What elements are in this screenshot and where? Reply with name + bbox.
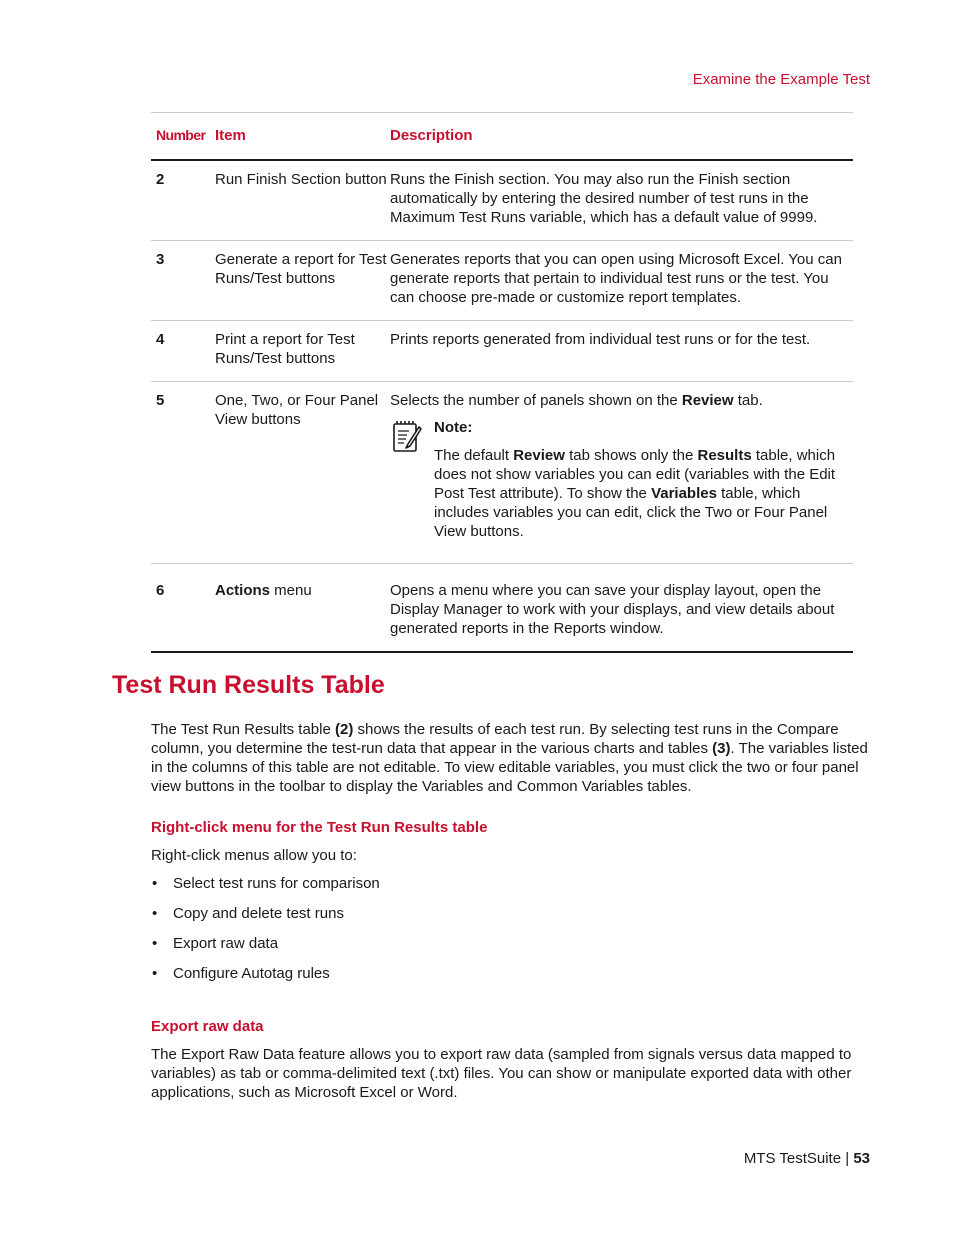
running-header: Examine the Example Test bbox=[692, 71, 870, 88]
row-number: 6 bbox=[156, 582, 165, 599]
row-item: Actions menu bbox=[215, 582, 312, 599]
subsection-title-right-click-menu: Right-click menu for the Test Run Results table bbox=[151, 819, 488, 836]
table-row bbox=[151, 382, 853, 564]
table-row bbox=[151, 241, 853, 321]
note-title: Note: bbox=[434, 419, 473, 436]
subsection-title-export-raw-data: Export raw data bbox=[151, 1018, 264, 1035]
footer-product: MTS TestSuite bbox=[743, 1150, 842, 1167]
section-title: Test Run Results Table bbox=[112, 671, 385, 699]
row-description: Opens a menu where you can save your display layout, open the Display Manager to work with your displays, and view details about generated reports in the Reports window. bbox=[390, 582, 835, 637]
row-number: 2 bbox=[156, 171, 165, 188]
bullet-list bbox=[151, 874, 380, 994]
export-raw-data-paragraph: The Export Raw Data feature allows you to export raw data (sampled from signals versus data mapped to variables) as tab or comma-delimited text (.txt) files. You can show or manipulate exported data with other applications, such as Microsoft Excel or Word. bbox=[151, 1046, 852, 1101]
bold-term-review: Review bbox=[681, 392, 734, 409]
column-header-number: Number bbox=[156, 127, 206, 143]
page-number: 53 bbox=[853, 1150, 870, 1167]
row-description: Generates reports that you can open using Microsoft Excel. You can generate reports that pertain to individual test runs or the test. You can choose pre-made or customize report templates. bbox=[390, 251, 842, 306]
note-pad-pencil-icon bbox=[390, 418, 434, 541]
subsection-lead: Right-click menus allow you to: bbox=[151, 847, 357, 864]
table-row bbox=[151, 564, 853, 653]
row-item: Generate a report for Test Runs/Test buttons bbox=[215, 251, 387, 287]
list-item: • Configure Autotag rules bbox=[151, 964, 380, 994]
item-description-table bbox=[151, 112, 853, 653]
note-callout bbox=[390, 418, 853, 541]
list-item: • Export raw data bbox=[151, 934, 380, 964]
page-footer bbox=[744, 1149, 870, 1168]
note-text: The default Review tab shows only the Results table, which does not show variables you can edit (variables with the Edit Post Test attribute). To show the Variables table, which includes variables you can edit, click the Two or Four Panel View buttons. bbox=[434, 447, 836, 540]
list-item: • Copy and delete test runs bbox=[151, 904, 380, 934]
list-item: • Select test runs for comparison bbox=[151, 874, 380, 904]
row-description: Prints reports generated from individual test runs or for the test. bbox=[390, 331, 811, 348]
footer-separator: | bbox=[841, 1150, 854, 1167]
row-description: Runs the Finish section. You may also run the Finish section automatically by entering the desired number of test runs in the Maximum Test Runs variable, which has a default value of 9999. bbox=[390, 171, 818, 226]
row-item: One, Two, or Four Panel View buttons bbox=[215, 392, 379, 428]
row-number: 5 bbox=[156, 392, 165, 409]
row-number: 3 bbox=[156, 251, 165, 268]
column-header-description: Description bbox=[390, 127, 473, 144]
section-intro-paragraph: The Test Run Results table (2) shows the results of each test run. By selecting test runs in the Compare column, you determine the test-run data that appear in the various charts and tables (3). The variables listed in the columns of this table are not editable. To view editable variables, you must click the two or four panel view buttons in the toolbar to display the Variables and Common Variables tables. bbox=[151, 721, 868, 795]
table-row bbox=[151, 321, 853, 382]
note-body bbox=[434, 418, 853, 541]
row-item: Run Finish Section button bbox=[215, 171, 387, 188]
row-description: Selects the number of panels shown on the Review tab. Note: The default Review tab shows only the Results table, which does not show variables you can edit (variables with the Edit Post Test attribute). To show the Variables table, which includes variables you can edit, click the Two or Four Panel View buttons. bbox=[390, 382, 853, 564]
column-header-item: Item bbox=[215, 127, 246, 144]
row-number: 4 bbox=[156, 331, 165, 348]
row-item: Print a report for Test Runs/Test buttons bbox=[215, 331, 355, 367]
table-row bbox=[151, 160, 853, 241]
table-header-row bbox=[151, 113, 853, 161]
